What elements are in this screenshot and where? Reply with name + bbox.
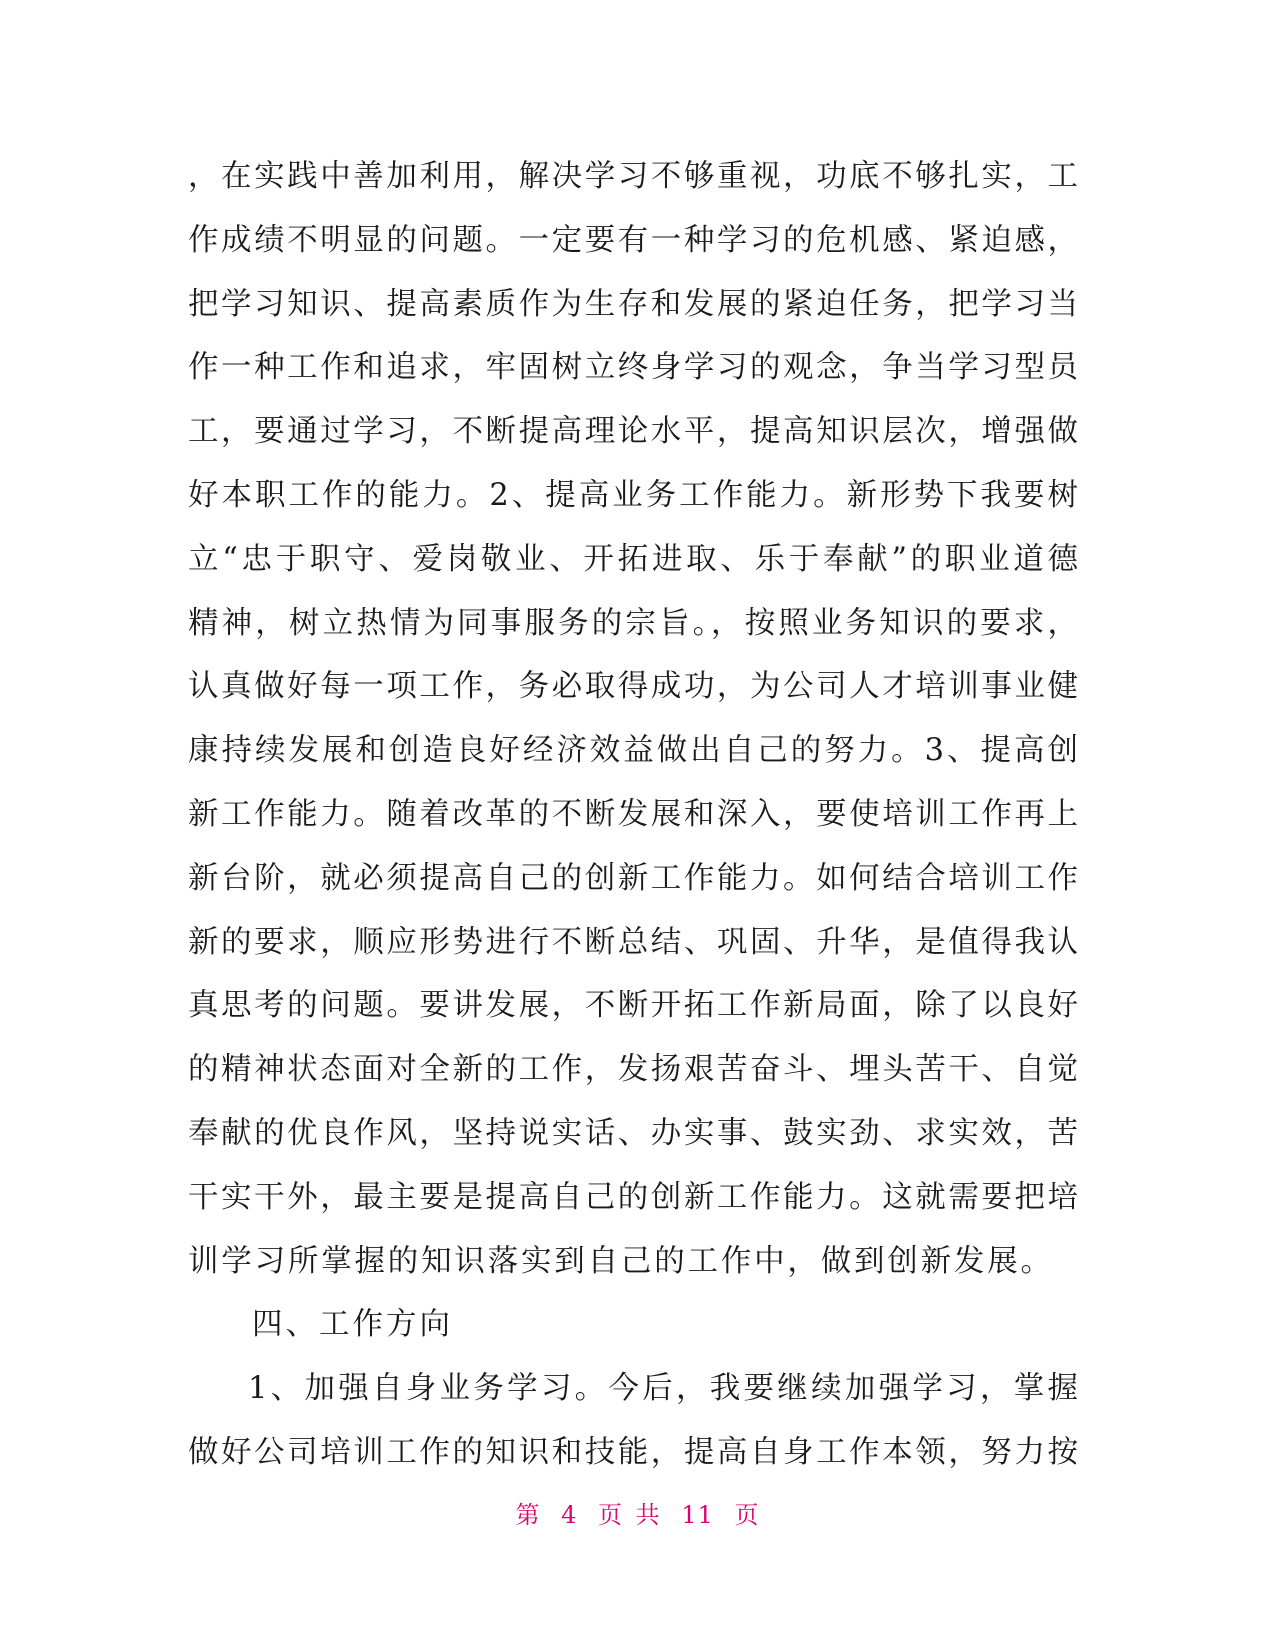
text-line: 奉献的优良作风，坚持说实话、办实事、鼓实劲、求实效，苦 xyxy=(188,1115,1078,1151)
text-line: 新台阶，就必须提高自己的创新工作能力。如何结合培训工作 xyxy=(188,860,1078,896)
text-line: 新工作能力。随着改革的不断发展和深入，要使培训工作再上 xyxy=(188,796,1078,832)
text-line: 康持续发展和创造良好经济效益做出自己的努力。3、提高创 xyxy=(188,733,1078,769)
text-line: 的精神状态面对全新的工作，发扬艰苦奋斗、埋头苦干、自觉 xyxy=(188,1052,1078,1088)
text-line: 好本职工作的能力。2、提高业务工作能力。新形势下我要树 xyxy=(188,477,1078,513)
text-line: 把学习知识、提高素质作为生存和发展的紧迫任务，把学习当 xyxy=(188,286,1078,322)
text-line: 立“忠于职守、爱岗敬业、开拓进取、乐于奉献”的职业道德 xyxy=(188,541,1078,577)
text-line: 精神，树立热情为同事服务的宗旨。，按照业务知识的要求， xyxy=(188,605,1078,641)
text-line: 新的要求，顺应形势进行不断总结、巩固、升华，是值得我认 xyxy=(188,924,1078,960)
text-line: 训学习所掌握的知识落实到自己的工作中，做到创新发展。 xyxy=(188,1243,1054,1279)
section-heading: 四、工作方向 xyxy=(252,1307,453,1343)
current-page-number: 4 xyxy=(561,1501,578,1529)
text-line: 做好公司培训工作的知识和技能，提高自身工作本领，努力按 xyxy=(188,1434,1078,1470)
text-line: 1、加强自身业务学习。今后，我要继续加强学习，掌握 xyxy=(248,1371,1078,1407)
page-footer xyxy=(0,1495,1275,1530)
footer-suffix: 页 xyxy=(734,1501,760,1529)
body-text xyxy=(188,145,1078,1485)
text-line: ，在实践中善加利用，解决学习不够重视，功底不够扎实，工 xyxy=(188,159,1078,194)
text-line: 工，要通过学习，不断提高理论水平，提高知识层次，增强做 xyxy=(188,414,1078,450)
footer-middle: 页 共 xyxy=(598,1501,661,1529)
text-line: 认真做好每一项工作，务必取得成功，为公司人才培训事业健 xyxy=(188,669,1078,705)
text-line: 真思考的问题。要讲发展，不断开拓工作新局面，除了以良好 xyxy=(188,988,1078,1024)
total-page-count: 11 xyxy=(681,1501,714,1529)
footer-prefix: 第 xyxy=(515,1501,541,1529)
text-line: 作一种工作和追求，牢固树立终身学习的观念，争当学习型员 xyxy=(188,350,1078,386)
text-line: 干实干外，最主要是提高自己的创新工作能力。这就需要把培 xyxy=(188,1179,1078,1215)
text-line: 作成绩不明显的问题。一定要有一种学习的危机感、紧迫感， xyxy=(188,222,1078,258)
